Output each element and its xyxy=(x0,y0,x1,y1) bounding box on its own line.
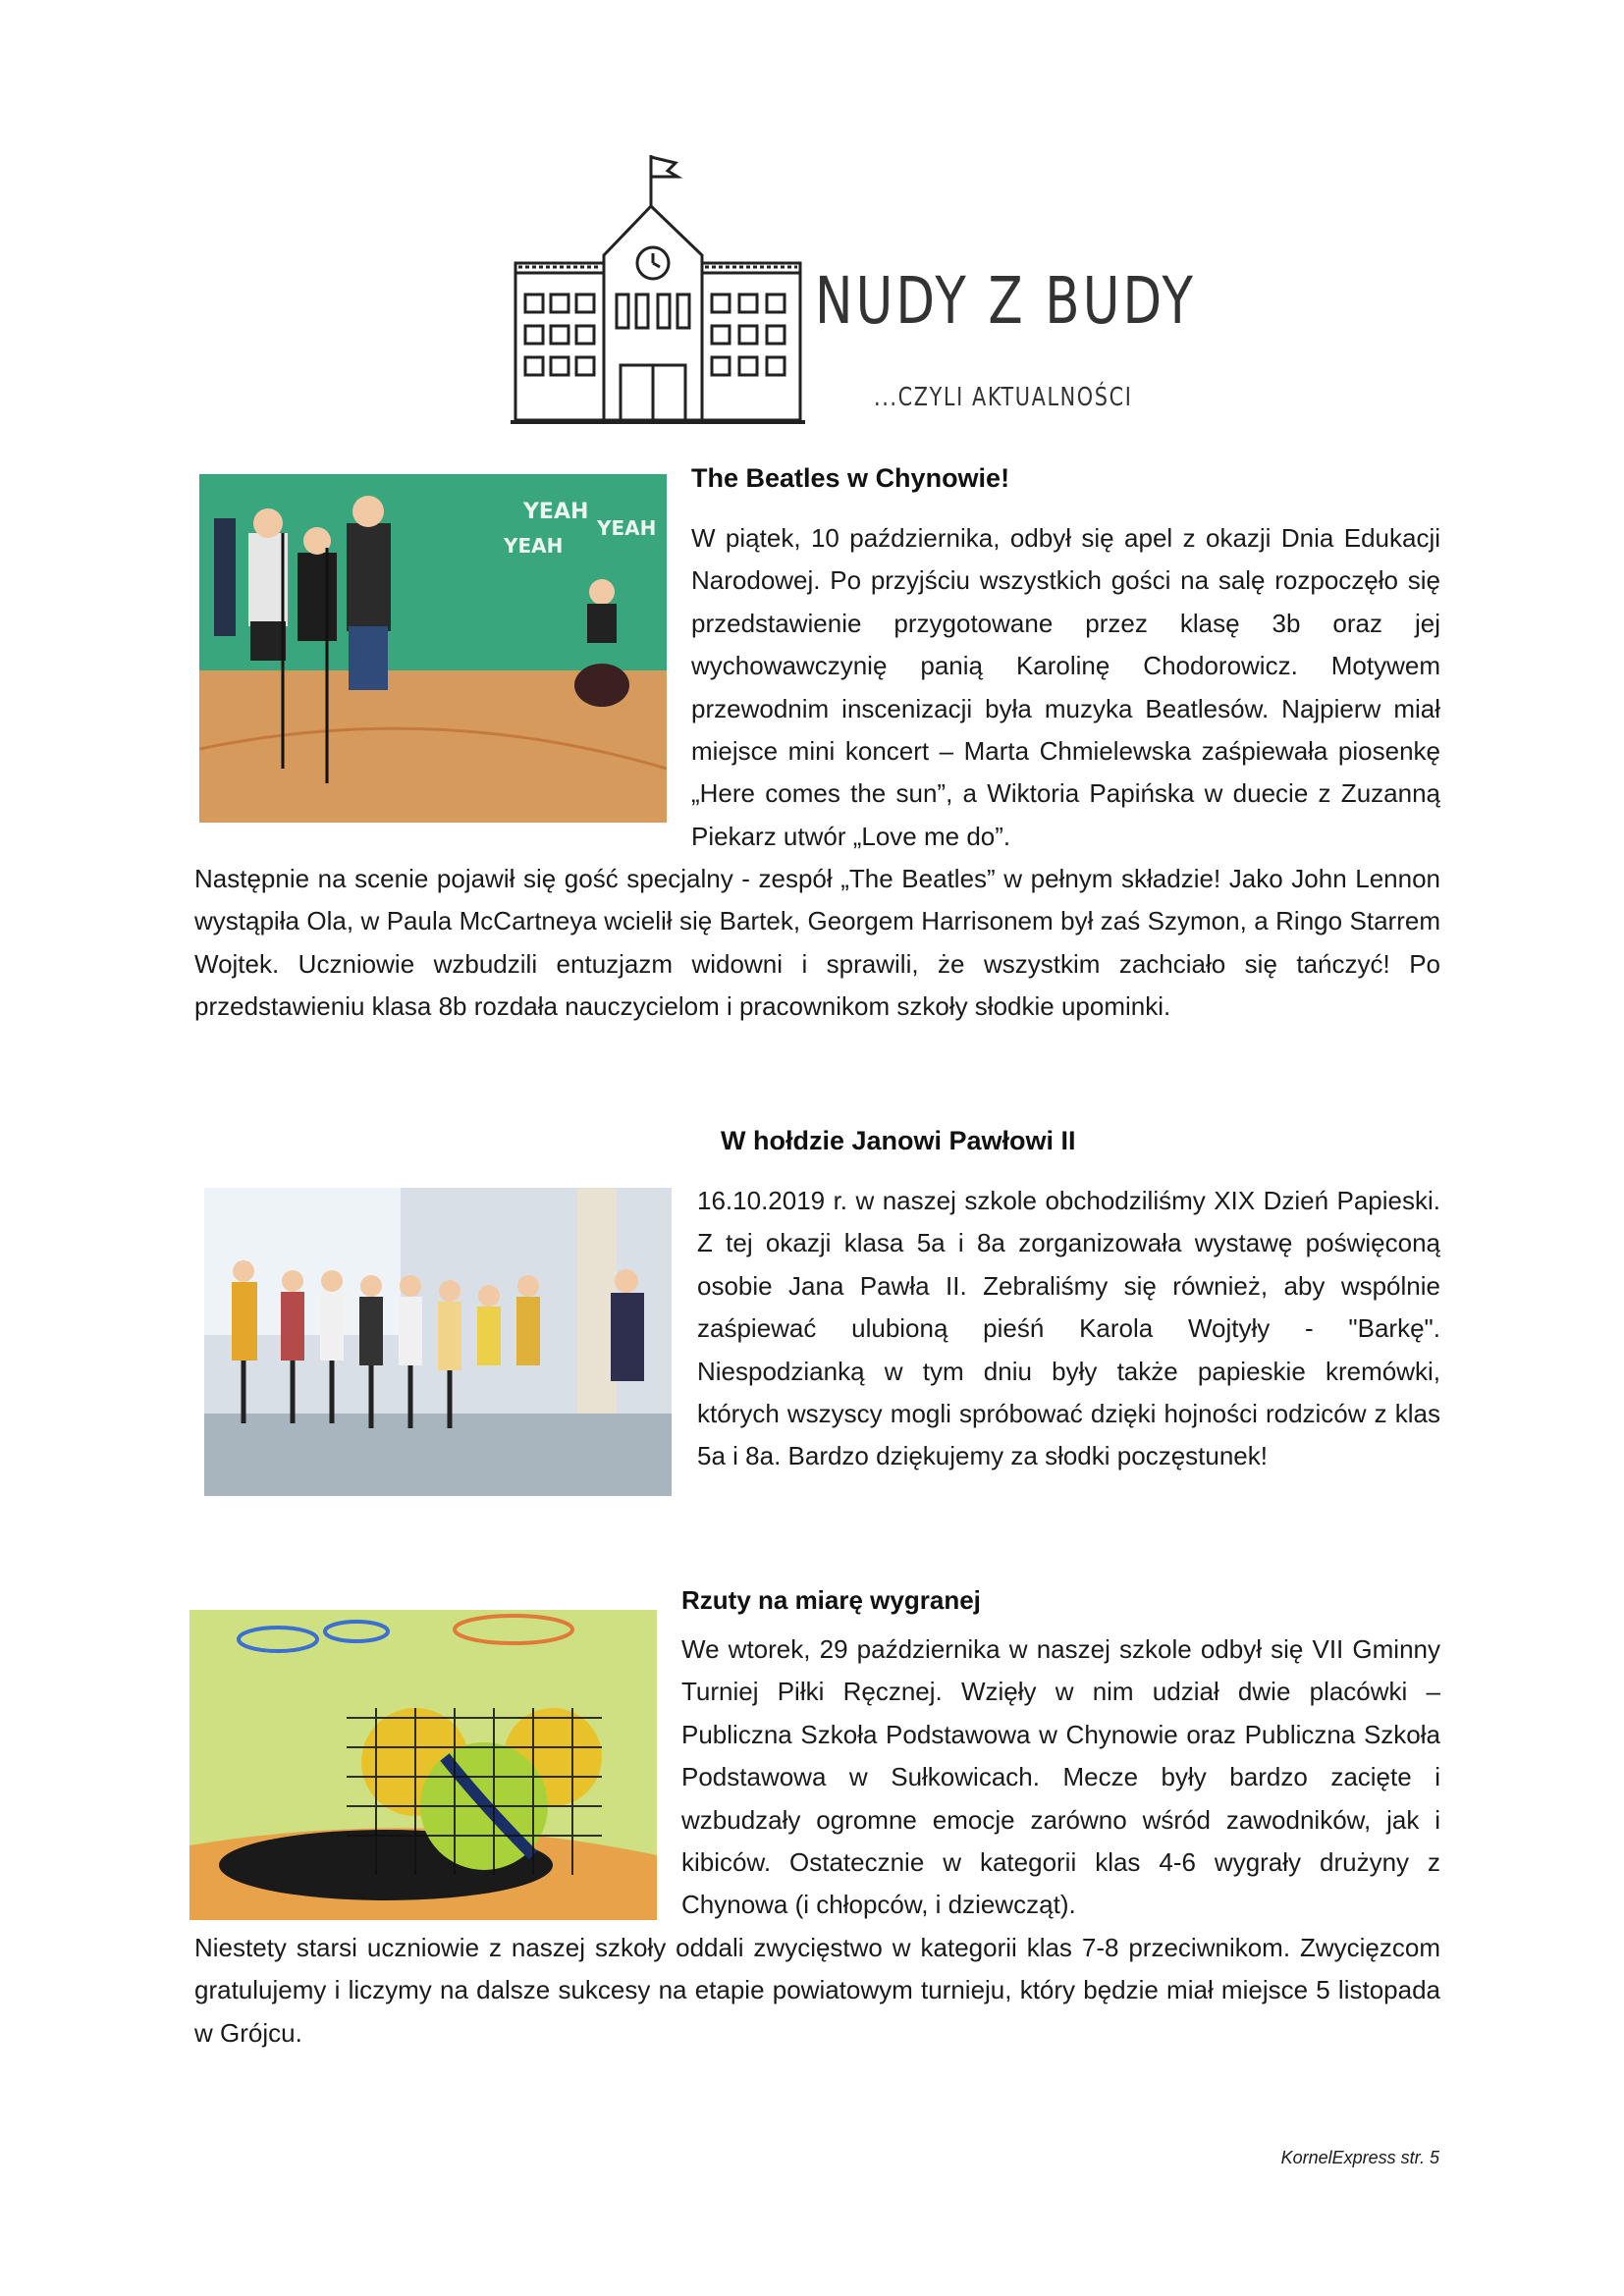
school-building-logo xyxy=(511,147,805,432)
masthead-title: NUDY Z BUDY xyxy=(815,263,1197,339)
masthead-subtitle: ...CZYLI AKTUALNOŚCI xyxy=(874,383,1133,412)
svg-text:YEAH: YEAH xyxy=(523,500,589,524)
headline-handball: Rzuty na miarę wygranej xyxy=(681,1585,981,1615)
masthead xyxy=(511,147,1197,432)
article-handball-text-full: Niestety starsi uczniowie z naszej szkoły oddali zwycięstwo w kategorii klas 7-8 przeciwnikom. Zwycięzcom gratulujemy i liczymy na dalsze sukcesy na etapie powiatowym turnieju, który będzie miał miejsce 5 listopada w Grójcu. xyxy=(194,1933,1440,2048)
article-beatles-text-full: Następnie na scenie pojawił się gość specjalny - zespół „The Beatles” w pełnym składzie! Jako John Lennon wystąpiła Ola, w Paula McCartneya wcielił się Bartek, Georgem Harrisonem był zaś Szymon, a Ringo Starrem Wojtek. Uczniowie wzbudzili entuzjazm widowni i sprawili, że wszystkim zachciało się tańczyć! Po przedstawieniu klasa 8b rozdała nauczycielom i pracownikom szkoły słodkie upominki. xyxy=(194,864,1440,1022)
article-beatles-text-wrapped: W piątek, 10 października, odbył się apel z okazji Dnia Edukacji Narodowej. Po przyjściu wszystkich gości na salę rozpoczęło się przedstawienie przygotowane przez klasę 3b oraz jej wychowawczynię panią Karolinę Chodorowicz. Motywem przewodnim inscenizacji była muzyka Beatlesów. Najpierw miał miejsce mini koncert – Marta Chmielewska zaśpiewała piosenkę „Here comes the sun”, a Wiktoria Papińska w duecie z Zuzanną Piekarz utwór „Love me do”. xyxy=(691,523,1440,851)
page-footer: KornelExpress str. 5 xyxy=(1280,2148,1439,2167)
photo-beatles-performance xyxy=(199,474,667,823)
article-handball-text-wrapped: We wtorek, 29 października w naszej szkole odbył się VII Gminny Turniej Piłki Ręcznej. Wzięły w nim udział dwie placówki – Publiczna Szkoła Podstawowa w Chynowie oraz Publiczna Szkoła Podstawowa w Sułkowicach. Mecze były bardzo zacięte i wzbudzały ogromne emocje zarówno wśród zawodników, jak i kibiców. Ostatecznie w kategorii klas 4-6 wygrały drużyny z Chynowa (i chłopców, i dziewcząt). xyxy=(681,1634,1440,1920)
svg-text:YEAH: YEAH xyxy=(597,516,657,540)
svg-text:YEAH: YEAH xyxy=(504,534,564,558)
headline-jan-pawel: W hołdzie Janowi Pawłowi II xyxy=(721,1126,1076,1155)
photo-handballs-in-net xyxy=(189,1610,657,1920)
article-jan-pawel-text: 16.10.2019 r. w naszej szkole obchodziliśmy XIX Dzień Papieski. Z tej okazji klasa 5a i 8a zorganizowała wystawę poświęconą osobie Jana Pawła II. Zebraliśmy się również, aby wspólnie zaśpiewać ulubioną pieśń Karola Wojtyły - "Barkę". Niespodzianką w tym dniu były także papieskie kremówki, których wszyscy mogli spróbować dzięki hojności rodziców z klas 5a i 8a. Bardzo dziękujemy za słodki poczęstunek! xyxy=(697,1186,1440,1471)
headline-beatles: The Beatles w Chynowie! xyxy=(691,463,1010,493)
photo-papal-day-choir xyxy=(204,1188,672,1496)
